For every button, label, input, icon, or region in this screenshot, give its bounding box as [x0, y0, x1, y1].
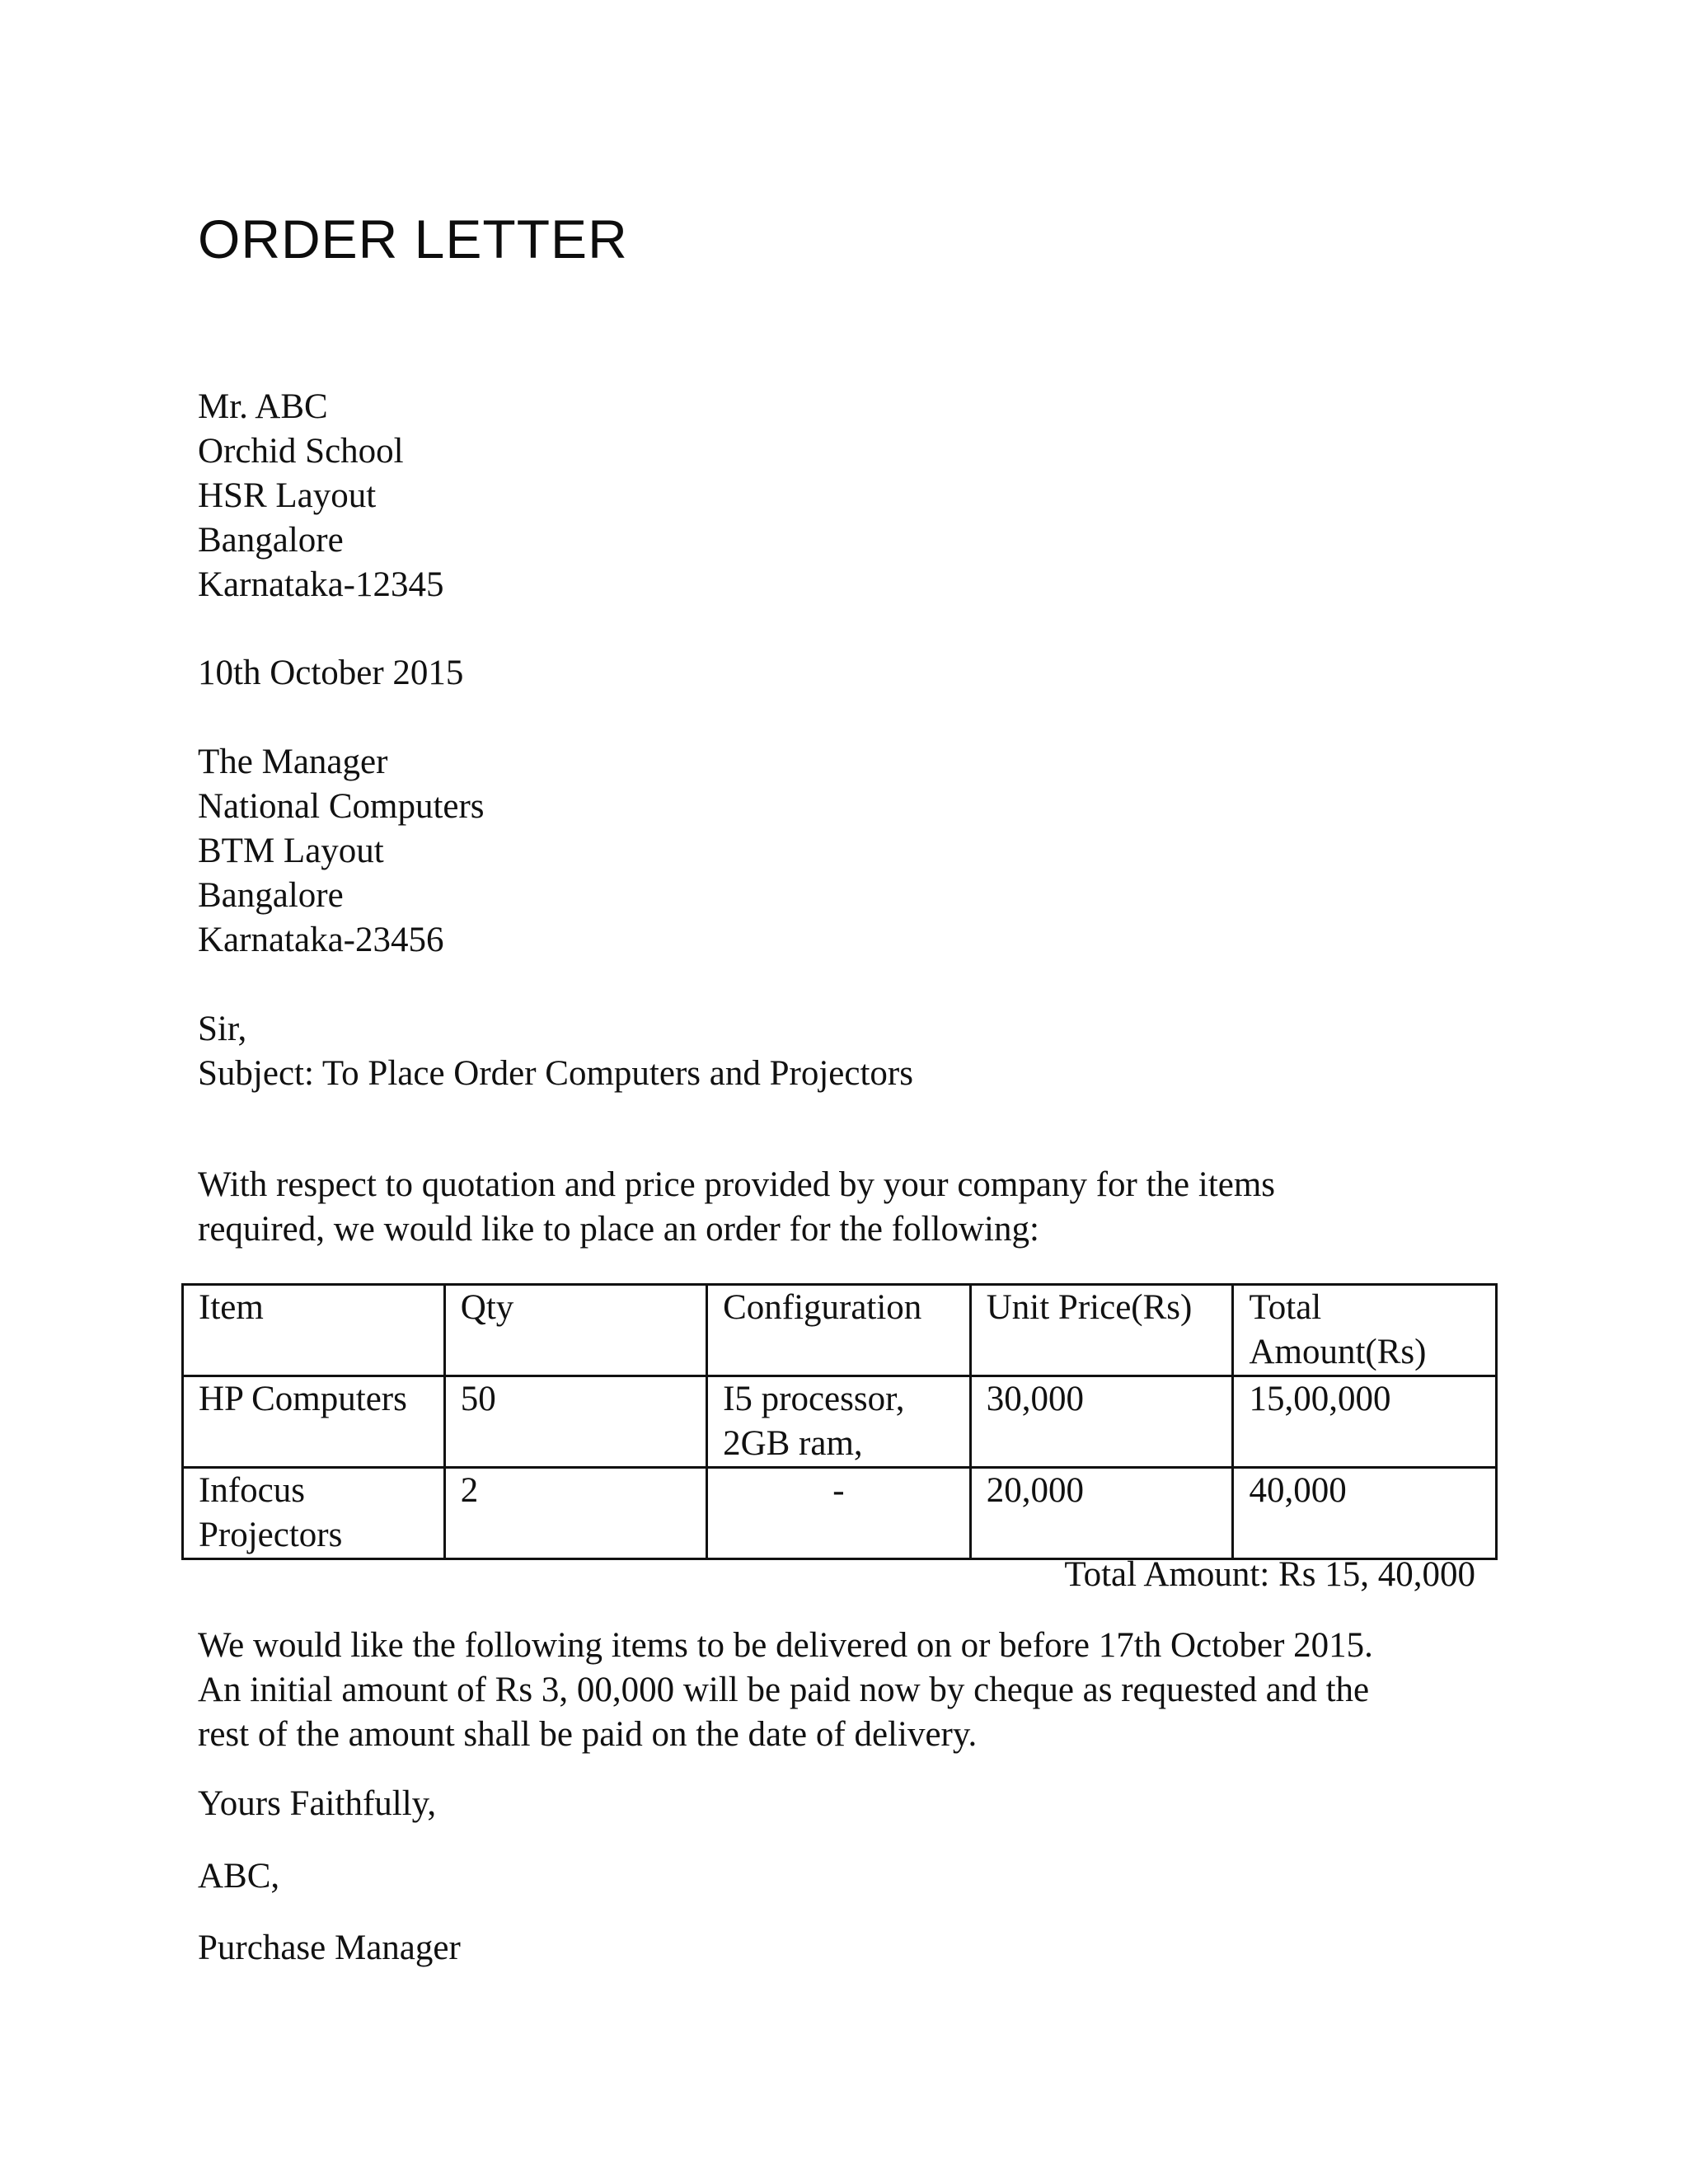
letter-date: [198, 651, 463, 696]
sender-address: [198, 385, 443, 607]
sender-city: Bangalore: [198, 521, 344, 560]
table-row: [183, 1376, 1497, 1468]
sender-organization: Orchid School: [198, 432, 404, 471]
cell-qty: 50: [444, 1376, 706, 1468]
salutation-block: [198, 1007, 913, 1096]
intro-line: required, we would like to place an order for the following:: [198, 1210, 1039, 1249]
sender-state-pin: Karnataka-12345: [198, 565, 444, 604]
table-row: [183, 1468, 1497, 1559]
table-header-row: [183, 1285, 1497, 1376]
sender-name: Mr. ABC: [198, 387, 328, 426]
cell-configuration: I5 processor, 2GB ram,: [707, 1376, 971, 1468]
cell-total-amount: 15,00,000: [1233, 1376, 1497, 1468]
cell-unit-price: 30,000: [970, 1376, 1233, 1468]
delivery-line: An initial amount of Rs 3, 00,000 will be paid now by cheque as requested and the: [198, 1671, 1370, 1709]
header-cell-configuration: Configuration: [707, 1285, 971, 1376]
total-amount: Total Amount: Rs 15, 40,000: [1064, 1555, 1475, 1594]
cell-item: Infocus Projectors: [183, 1468, 445, 1559]
recipient-title: The Manager: [198, 743, 388, 781]
header-cell-total-amount: Total Amount(Rs): [1233, 1285, 1497, 1376]
signer-name: ABC,: [198, 1857, 280, 1896]
header-cell-unit-price: Unit Price(Rs): [970, 1285, 1233, 1376]
header-cell-qty: Qty: [444, 1285, 706, 1376]
header-cell-item: Item: [183, 1285, 445, 1376]
recipient-address: [198, 740, 485, 963]
cell-unit-price: 20,000: [970, 1468, 1233, 1559]
signer-designation: Purchase Manager: [198, 1929, 461, 1967]
letter-title: ORDER LETTER: [198, 209, 628, 269]
intro-paragraph: [198, 1163, 1275, 1252]
closing: Yours Faithfully,: [198, 1784, 437, 1823]
cell-total-amount: 40,000: [1233, 1468, 1497, 1559]
delivery-paragraph: [198, 1624, 1373, 1757]
delivery-line: We would like the following items to be delivered on or before 17th October 2015.: [198, 1626, 1373, 1665]
order-table: [181, 1283, 1498, 1560]
subject-line: Subject: To Place Order Computers and Projectors: [198, 1054, 913, 1093]
delivery-line: rest of the amount shall be paid on the date of delivery.: [198, 1715, 978, 1754]
recipient-area: BTM Layout: [198, 832, 384, 870]
cell-qty: 2: [444, 1468, 706, 1559]
cell-item: HP Computers: [183, 1376, 445, 1468]
intro-line: With respect to quotation and price provided by your company for the items: [198, 1165, 1276, 1204]
recipient-state-pin: Karnataka-23456: [198, 921, 444, 959]
salutation: Sir,: [198, 1010, 247, 1048]
sender-area: HSR Layout: [198, 476, 377, 515]
cell-configuration: -: [707, 1468, 971, 1559]
date-text: 10th October 2015: [198, 654, 464, 692]
recipient-organization: National Computers: [198, 787, 485, 826]
recipient-city: Bangalore: [198, 876, 344, 915]
